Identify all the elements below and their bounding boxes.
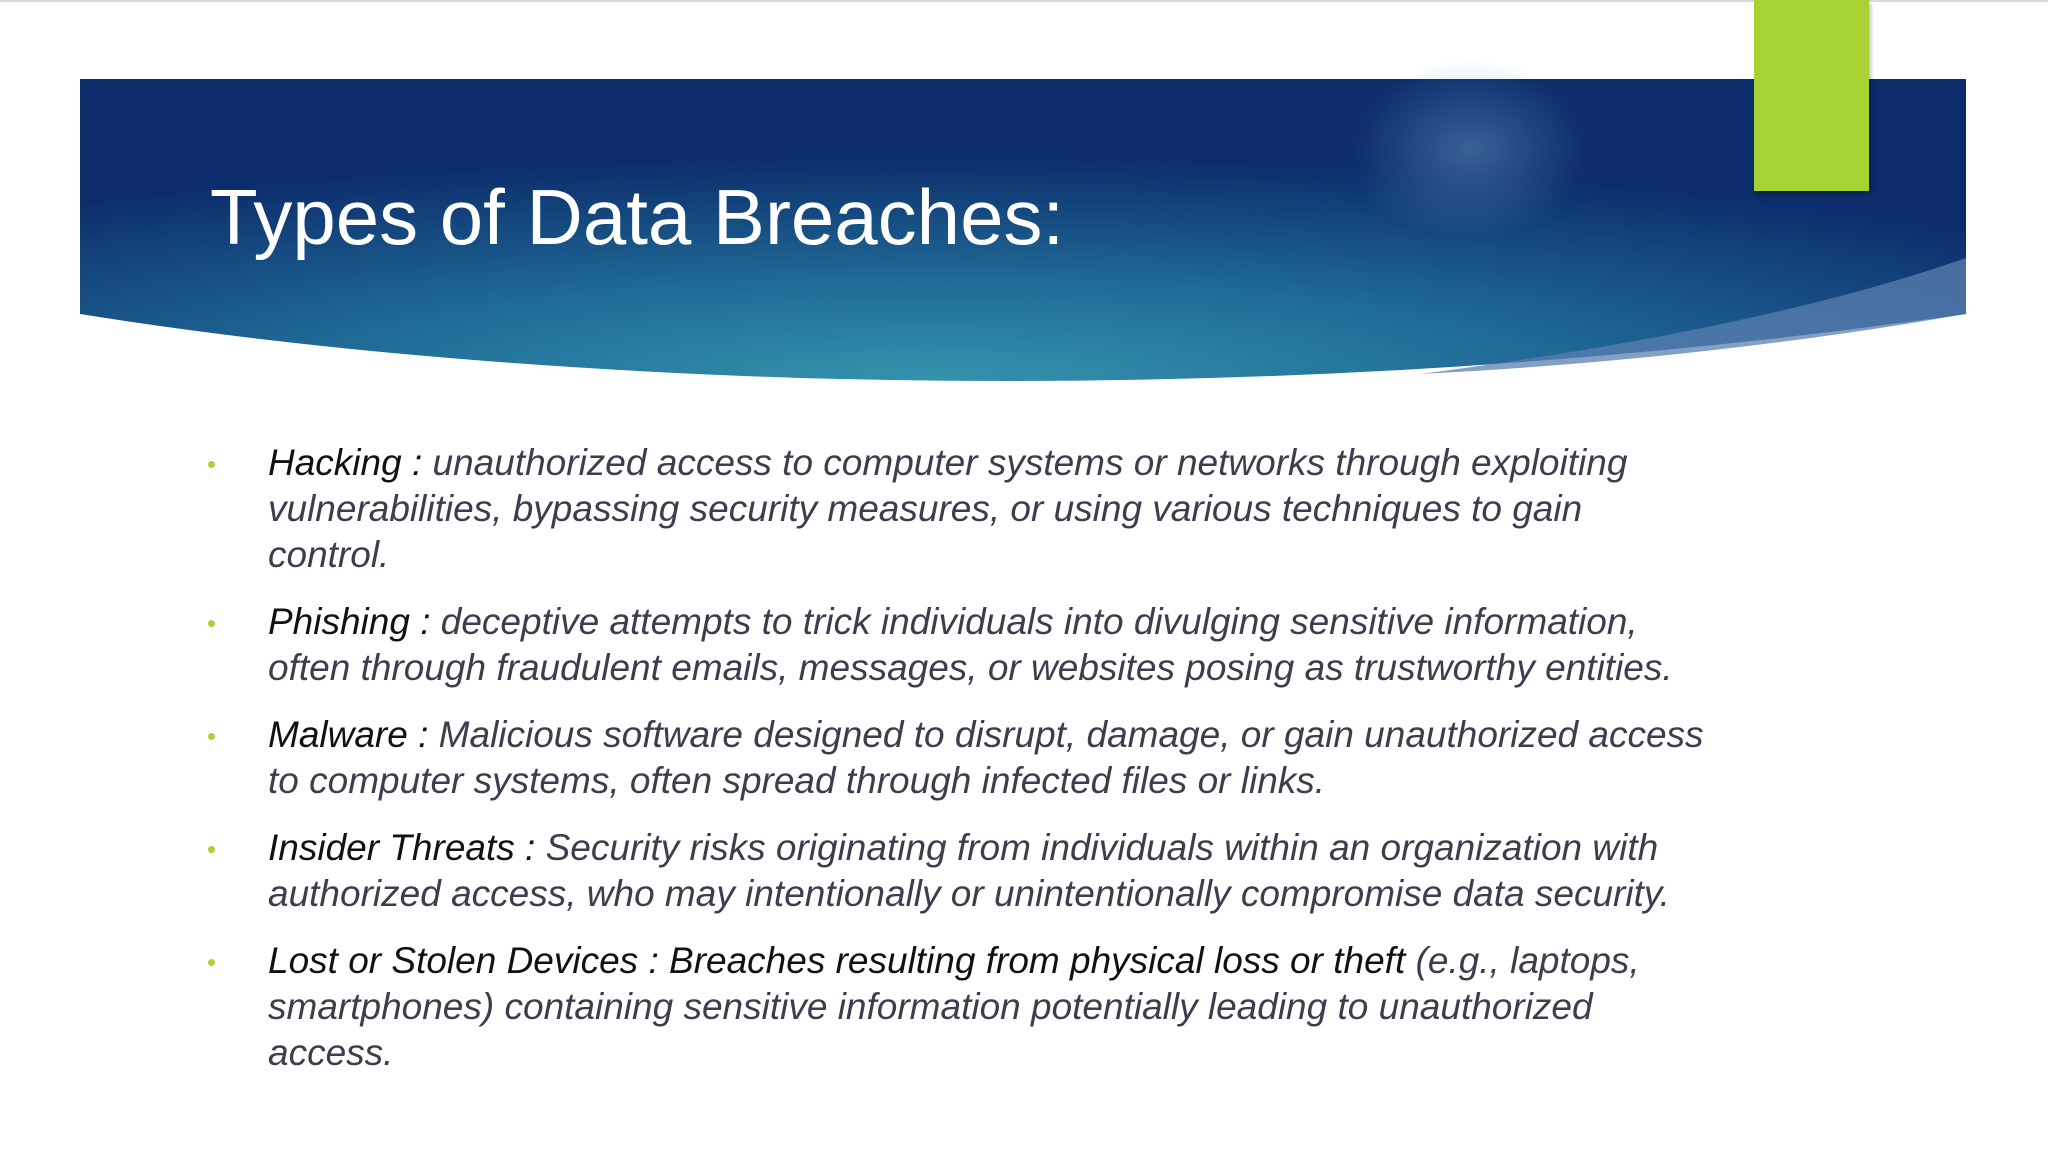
bullet-icon bbox=[208, 846, 215, 853]
bullet-icon bbox=[208, 733, 215, 740]
bullet-item-malware bbox=[206, 712, 1706, 804]
bullet-item-phishing bbox=[206, 599, 1706, 691]
bullet-description: (e.g., laptops, smartphones) containing sensitive information potentially leading to unauthorized access. bbox=[268, 940, 1640, 1073]
bullet-description: Malicious software designed to disrupt, damage, or gain unauthorized access to computer systems, often spread through infected files or links. bbox=[268, 714, 1704, 801]
bullet-item-lost-devices bbox=[206, 938, 1706, 1076]
bullet-term: Lost or Stolen Devices : Breaches resulting from physical loss or theft bbox=[268, 940, 1406, 981]
bullet-icon bbox=[208, 959, 215, 966]
bullet-term: Malware : bbox=[268, 714, 429, 755]
bullet-icon bbox=[208, 461, 215, 468]
bullet-term: Insider Threats : bbox=[268, 827, 536, 868]
bullet-list bbox=[206, 440, 1706, 1152]
bullet-description: unauthorized access to computer systems or networks through exploiting vulnerabilities, bypassing security measures, or using various techniques to gain control. bbox=[268, 442, 1628, 575]
bullet-item-insider-threats bbox=[206, 825, 1706, 917]
bullet-description: deceptive attempts to trick individuals into divulging sensitive information, often through fraudulent emails, messages, or websites posing as trustworthy entities. bbox=[268, 601, 1673, 688]
bullet-term: Phishing : bbox=[268, 601, 431, 642]
bullet-term: Hacking : bbox=[268, 442, 423, 483]
accent-rectangle bbox=[1754, 0, 1869, 191]
bullet-item-hacking bbox=[206, 440, 1706, 578]
bullet-description: Security risks originating from individuals within an organization with authorized access, who may intentionally or unintentionally compromise data security. bbox=[268, 827, 1670, 914]
bullet-icon bbox=[208, 620, 215, 627]
banner-glow bbox=[1350, 60, 1590, 240]
slide-title: Types of Data Breaches: bbox=[210, 173, 1065, 261]
